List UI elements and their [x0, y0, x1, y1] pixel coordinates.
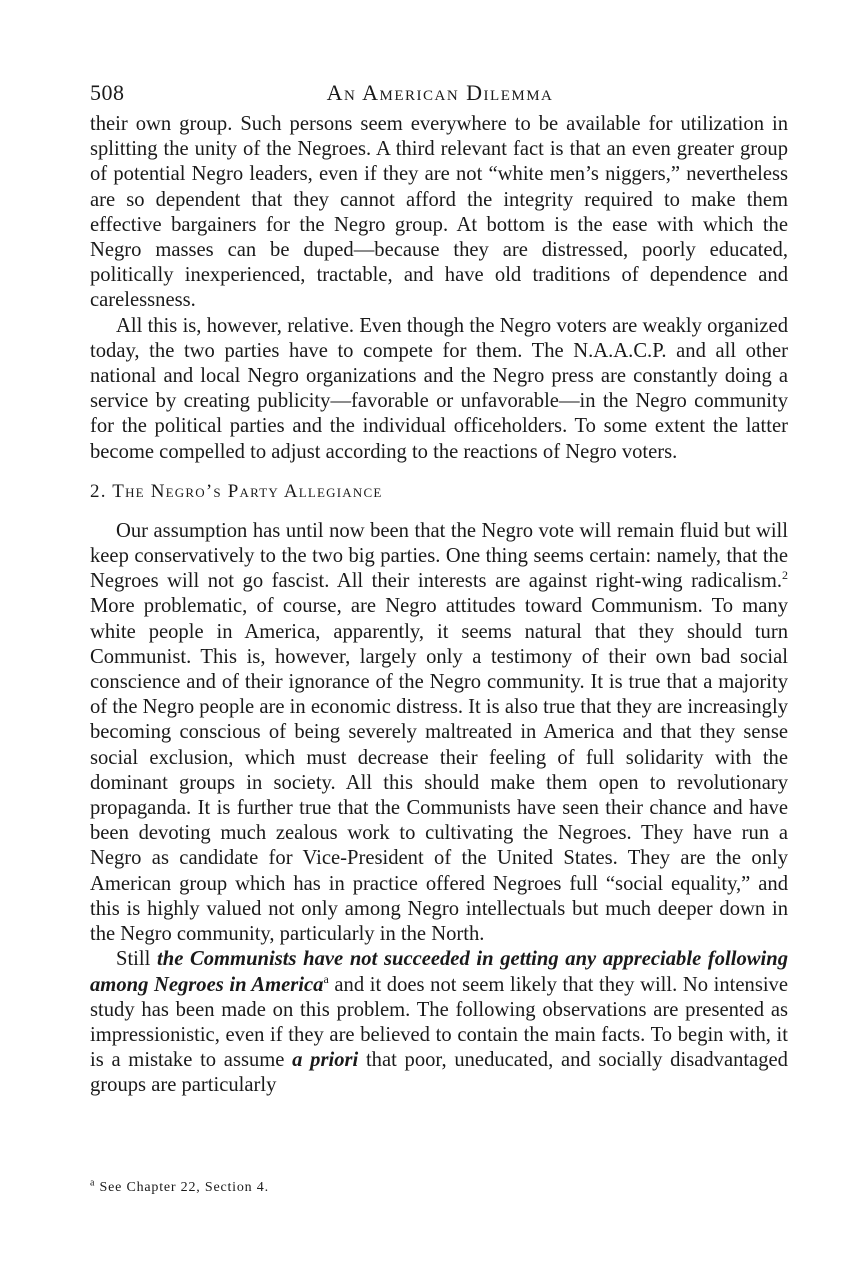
footnote-text: See Chapter 22, Section 4.: [95, 1180, 269, 1195]
running-head: [90, 80, 790, 110]
book-title: An American Dilemma: [326, 80, 554, 105]
paragraph-continued: their own group. Such persons seem everywhere to be available for utilization in splitting the unity of the Negroes. A third relevant fact is that an even greater group of potential Negro leaders, even if they are not “white men’s niggers,” nevertheless are so dependent that they cannot afford the integrity required to make them effective bargainers for the Negro group. At bottom is the ease with which the Negro masses can be duped—because they are distressed, poorly educated, politically inexperienced, tractable, and have old traditions of dependence and carelessness.: [90, 113, 788, 312]
paragraph-text: Our assumption has until now been that the Negro vote will remain fluid but will keep conservatively to the two big parties. One thing seems certain: namely, that the Negroes will not go fascist. All their interests are against right-wing radicalism.: [90, 519, 788, 593]
section-heading: 2. The Negro’s Party Allegiance: [90, 480, 383, 502]
paragraph-text: that poor, uneducated, and socially disadvantaged groups are particularly: [90, 1049, 788, 1097]
emphasized-text: the Communists have not succeeded in getting any appreciable following among Negroes in America: [90, 948, 788, 996]
paragraph-party-allegiance: [90, 519, 788, 947]
footnote-reference-a: a: [323, 971, 329, 986]
footnote: [90, 1177, 590, 1196]
paragraph-text: More problematic, of course, are Negro attitudes toward Communism. To many white people in America, apparently, it seems natural that they should turn Communist. This is, however, largely only a testimony of their own bad social conscience and of their ignorance of the Negro community. It is true that a majority of the Negro people are in economic distress. It is also true that they are increasingly becoming conscious of being severely maltreated in America and that they sense social exclusion, which must decrease their feeling of full solidarity with the dominant groups in society. All this should make them open to revolutionary propaganda. It is further true that the Communists have seen their chance and have been devoting much zealous work to cultivating the Negroes. They have run a Negro as candidate for Vice-President of the United States. They are the only American group which has in practice offered Negroes full “social equality,” and this is highly valued not only among Negro intellectuals but much deeper down in the Negro community, particularly in the North.: [90, 595, 788, 946]
paragraph-communists: [90, 947, 788, 1098]
body-text: [90, 112, 788, 1099]
emphasized-a-priori: a priori: [292, 1049, 359, 1072]
footnote-mark: a: [90, 1177, 96, 1189]
paragraph-relative: All this is, however, relative. Even though the Negro voters are weakly organized today, the two parties have to compete for them. The N.A.A.C.P. and all other national and local Negro organizations and the Negro press are constantly doing a service by creating publicity—favorable or unfavorable—in the Negro community for the political parties and the individual officeholders. To some extent the latter become compelled to adjust according to the reactions of Negro voters.: [90, 314, 788, 463]
paragraph-text: and it does not seem likely that they will. No intensive study has been made on this problem. The following observations are presented as impressionistic, even if they are believed to contain the main facts. To begin with, it is a mistake to assume: [90, 973, 788, 1072]
paragraph-text: Still: [116, 948, 158, 971]
note-reference-2: 2: [782, 568, 788, 583]
page-number: 508: [90, 80, 125, 105]
